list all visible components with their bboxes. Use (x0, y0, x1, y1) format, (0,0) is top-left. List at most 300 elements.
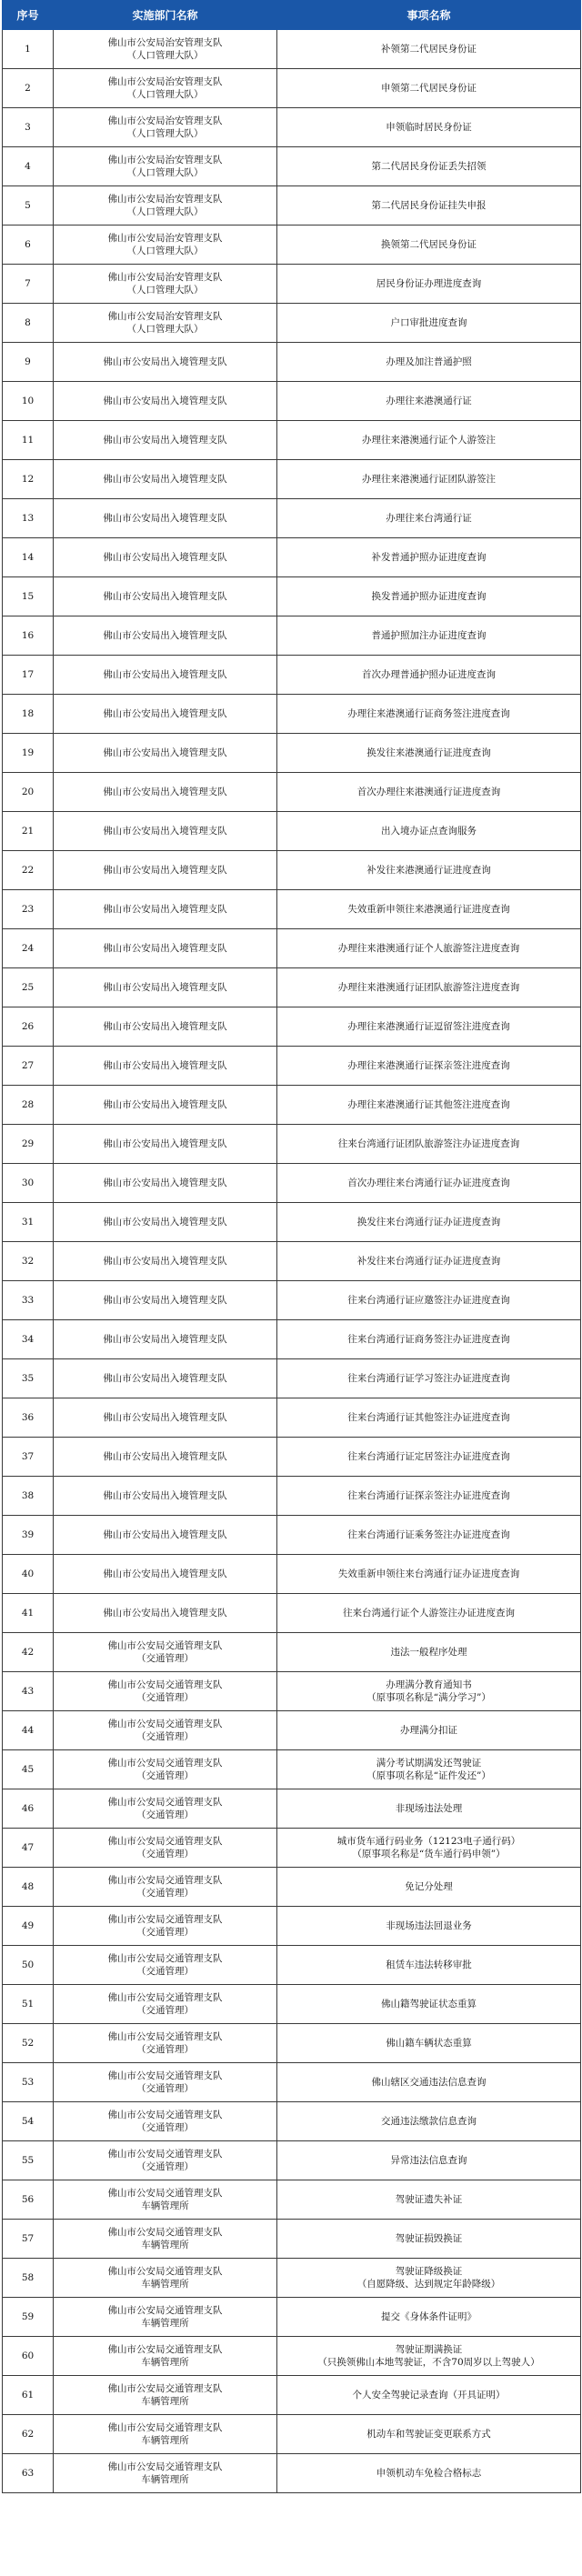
row-number: 35 (3, 1359, 54, 1398)
item-cell (277, 1047, 581, 1086)
table-row (3, 147, 581, 186)
table-row (3, 421, 581, 460)
row-number: 45 (3, 1750, 54, 1789)
row-number: 15 (3, 577, 54, 616)
row-number: 55 (3, 2141, 54, 2180)
item-cell (277, 30, 581, 69)
item-cell (277, 1398, 581, 1438)
row-number: 54 (3, 2102, 54, 2141)
row-number: 57 (3, 2220, 54, 2259)
item-cell (277, 499, 581, 538)
dept-name: （交通管理） (136, 2161, 194, 2172)
row-number: 33 (3, 1281, 54, 1320)
dept-cell (54, 147, 277, 186)
item-cell (277, 1594, 581, 1633)
row-number: 27 (3, 1047, 54, 1086)
table-body (3, 30, 581, 2493)
item-cell (277, 1477, 581, 1516)
table-row (3, 499, 581, 538)
item-cell (277, 1672, 581, 1711)
item-name: 交通违法缴款信息查询 (381, 2116, 477, 2127)
item-name: 申领第二代居民身份证 (381, 83, 477, 94)
row-number: 6 (3, 226, 54, 265)
dept-cell (54, 1750, 277, 1789)
dept-name: 车辆管理所 (141, 2474, 189, 2485)
dept-cell (54, 1320, 277, 1359)
row-number: 7 (3, 265, 54, 304)
table-row (3, 890, 581, 929)
dept-name: 车辆管理所 (141, 2240, 189, 2250)
row-number: 53 (3, 2063, 54, 2102)
item-cell (277, 1985, 581, 2024)
dept-cell (54, 812, 277, 851)
item-name: 首次办理普通护照办证进度查询 (362, 669, 496, 680)
table-row (3, 1203, 581, 1242)
dept-cell (54, 1242, 277, 1281)
dept-cell (54, 1438, 277, 1477)
item-cell (277, 538, 581, 577)
item-cell (277, 2415, 581, 2454)
row-number: 63 (3, 2454, 54, 2493)
table-row (3, 734, 581, 773)
dept-cell (54, 2454, 277, 2493)
dept-name: 佛山市公安局交通管理支队 (107, 2461, 223, 2472)
table-row (3, 460, 581, 499)
dept-name: 佛山市公安局交通管理支队 (107, 2344, 223, 2355)
item-cell (277, 147, 581, 186)
item-cell (277, 2454, 581, 2493)
item-name: 办理及加注普通护照 (386, 356, 472, 367)
dept-cell (54, 968, 277, 1007)
dept-cell (54, 2259, 277, 2298)
dept-name: 佛山市公安局交通管理支队 (107, 2110, 223, 2120)
dept-cell (54, 226, 277, 265)
item-cell (277, 2063, 581, 2102)
item-name: 换领第二代居民身份证 (381, 239, 477, 250)
dept-name: 佛山市公安局出入境管理支队 (103, 1217, 227, 1228)
dept-name: （交通管理） (136, 1966, 194, 1977)
table-row (3, 1359, 581, 1398)
dept-name: 车辆管理所 (141, 2279, 189, 2290)
item-cell (277, 616, 581, 656)
row-number: 28 (3, 1086, 54, 1125)
dept-cell (54, 304, 277, 343)
table-row (3, 1985, 581, 2024)
item-cell (277, 460, 581, 499)
item-name: 户口审批进度查询 (390, 317, 467, 328)
dept-cell (54, 773, 277, 812)
item-name: 异常违法信息查询 (390, 2155, 467, 2166)
dept-name: 佛山市公安局交通管理支队 (107, 2422, 223, 2433)
header-dept: 实施部门名称 (54, 1, 277, 30)
table-row (3, 1633, 581, 1672)
item-cell (277, 1868, 581, 1907)
item-name: 办理满分教育通知书 (386, 1679, 472, 1690)
row-number: 59 (3, 2298, 54, 2337)
item-name: 个人安全驾驶记录查询（开具证明） (352, 2390, 506, 2401)
dept-name: 佛山市公安局交通管理支队 (107, 1875, 223, 1886)
dept-cell (54, 1985, 277, 2024)
dept-name: 佛山市公安局出入境管理支队 (103, 1060, 227, 1071)
item-name: 往来台湾通行证团队旅游签注办证进度查询 (337, 1138, 520, 1149)
dept-cell (54, 460, 277, 499)
item-name: 往来台湾通行证其他签注办证进度查询 (347, 1412, 510, 1423)
table-row (3, 30, 581, 69)
dept-name: 佛山市公安局出入境管理支队 (103, 982, 227, 993)
item-cell (277, 812, 581, 851)
row-number: 11 (3, 421, 54, 460)
row-number: 21 (3, 812, 54, 851)
row-number: 22 (3, 851, 54, 890)
item-name: 往来台湾通行证定居签注办证进度查询 (347, 1451, 510, 1462)
item-name: 申领临时居民身份证 (386, 122, 472, 133)
dept-name: 佛山市公安局交通管理支队 (107, 2227, 223, 2238)
table-row (3, 1672, 581, 1711)
row-number: 8 (3, 304, 54, 343)
item-cell (277, 226, 581, 265)
table-row (3, 1398, 581, 1438)
dept-cell (54, 1359, 277, 1398)
dept-cell (54, 1516, 277, 1555)
dept-cell (54, 2337, 277, 2376)
row-number: 1 (3, 30, 54, 69)
dept-cell (54, 2102, 277, 2141)
table-row (3, 656, 581, 695)
dept-cell (54, 1007, 277, 1047)
item-name: 失效重新申领往来港澳通行证进度查询 (347, 904, 510, 915)
dept-name: 佛山市公安局出入境管理支队 (103, 1099, 227, 1110)
item-cell (277, 851, 581, 890)
dept-cell (54, 1281, 277, 1320)
row-number: 48 (3, 1868, 54, 1907)
row-number: 5 (3, 186, 54, 226)
dept-name: （人口管理大队） (126, 128, 204, 139)
dept-name: （交通管理） (136, 1770, 194, 1781)
row-number: 52 (3, 2024, 54, 2063)
row-number: 2 (3, 69, 54, 108)
dept-name: （交通管理） (136, 2083, 194, 2094)
dept-name: 佛山市公安局出入境管理支队 (103, 1021, 227, 1032)
dept-name: 佛山市公安局治安管理支队 (107, 37, 223, 48)
item-name: 办理往来港澳通行证逗留签注进度查询 (347, 1021, 510, 1032)
dept-name: 佛山市公安局出入境管理支队 (103, 826, 227, 837)
table-row (3, 2415, 581, 2454)
item-name: 首次办理往来台湾通行证办证进度查询 (347, 1178, 510, 1188)
dept-name: 佛山市公安局出入境管理支队 (103, 943, 227, 954)
dept-cell (54, 2024, 277, 2063)
item-name: 往来台湾通行证探亲签注办证进度查询 (347, 1490, 510, 1501)
item-name: 驾驶证损毁换证 (395, 2233, 463, 2244)
table-row (3, 2220, 581, 2259)
item-name: 办理往来港澳通行证其他签注进度查询 (347, 1099, 510, 1110)
dept-name: 佛山市公安局出入境管理支队 (103, 1334, 227, 1345)
row-number: 58 (3, 2259, 54, 2298)
dept-name: 佛山市公安局交通管理支队 (107, 2266, 223, 2277)
dept-name: 佛山市公安局治安管理支队 (107, 155, 223, 165)
dept-name: 车辆管理所 (141, 2200, 189, 2211)
item-name: 佛山籍驾驶证状态重算 (381, 1999, 477, 2010)
dept-cell (54, 108, 277, 147)
dept-name: 佛山市公安局治安管理支队 (107, 115, 223, 126)
dept-cell (54, 1203, 277, 1242)
table-row (3, 2454, 581, 2493)
dept-name: 佛山市公安局交通管理支队 (107, 2383, 223, 2394)
table-row (3, 226, 581, 265)
item-name: 首次办理往来港澳通行证进度查询 (356, 787, 501, 797)
item-cell (277, 1007, 581, 1047)
item-name: 换发普通护照办证进度查询 (371, 591, 487, 602)
item-cell (277, 1750, 581, 1789)
dept-cell (54, 1555, 277, 1594)
dept-name: 佛山市公安局出入境管理支队 (103, 356, 227, 367)
dept-cell (54, 69, 277, 108)
row-number: 50 (3, 1946, 54, 1985)
dept-name: 佛山市公安局交通管理支队 (107, 2031, 223, 2042)
row-number: 42 (3, 1633, 54, 1672)
dept-cell (54, 1907, 277, 1946)
item-name: 提交《身体条件证明》 (381, 2311, 477, 2322)
table-row (3, 2141, 581, 2180)
dept-name: 佛山市公安局治安管理支队 (107, 311, 223, 322)
row-number: 36 (3, 1398, 54, 1438)
item-cell (277, 1320, 581, 1359)
dept-name: 佛山市公安局出入境管理支队 (103, 1412, 227, 1423)
dept-name: 佛山市公安局出入境管理支队 (103, 669, 227, 680)
table-row (3, 1125, 581, 1164)
item-name: 办理往来港澳通行证 (386, 396, 472, 406)
dept-cell (54, 1398, 277, 1438)
row-number: 16 (3, 616, 54, 656)
dept-name: 佛山市公安局出入境管理支队 (103, 630, 227, 641)
table-row (3, 616, 581, 656)
header-no: 序号 (3, 1, 54, 30)
item-cell (277, 69, 581, 108)
dept-name: （人口管理大队） (126, 50, 204, 61)
row-number: 20 (3, 773, 54, 812)
table-row (3, 2337, 581, 2376)
table-row (3, 2024, 581, 2063)
item-name: 办理往来港澳通行证个人游签注 (362, 435, 496, 446)
dept-name: 佛山市公安局交通管理支队 (107, 2070, 223, 2081)
item-cell (277, 1281, 581, 1320)
item-name: 租赁车违法转移审批 (386, 1960, 472, 1970)
dept-name: （交通管理） (136, 1692, 194, 1703)
dept-cell (54, 1633, 277, 1672)
dept-cell (54, 929, 277, 968)
dept-name: 佛山市公安局交通管理支队 (107, 1797, 223, 1808)
row-number: 19 (3, 734, 54, 773)
item-name: 办理往来港澳通行证商务签注进度查询 (347, 708, 510, 719)
item-cell (277, 2141, 581, 2180)
item-name: 换发往来港澳通行证进度查询 (366, 747, 491, 758)
dept-name: 佛山市公安局出入境管理支队 (103, 513, 227, 524)
dept-name: 佛山市公安局出入境管理支队 (103, 396, 227, 406)
table-row (3, 1281, 581, 1320)
item-cell (277, 1907, 581, 1946)
row-number: 3 (3, 108, 54, 147)
item-cell (277, 1242, 581, 1281)
dept-cell (54, 1868, 277, 1907)
dept-name: 佛山市公安局出入境管理支队 (103, 904, 227, 915)
item-name: 城市货车通行码业务（12123电子通行码） (336, 1836, 521, 1847)
row-number: 51 (3, 1985, 54, 2024)
table-row (3, 1477, 581, 1516)
dept-name: 佛山市公安局出入境管理支队 (103, 1451, 227, 1462)
row-number: 37 (3, 1438, 54, 1477)
dept-name: 车辆管理所 (141, 2357, 189, 2368)
row-number: 43 (3, 1672, 54, 1711)
dept-name: （人口管理大队） (126, 285, 204, 296)
item-name: （原事项名称是“货车通行码申领”） (352, 1849, 506, 1859)
table-row (3, 773, 581, 812)
item-cell (277, 343, 581, 382)
item-name: （原事项名称是“证件发还”） (366, 1770, 491, 1781)
row-number: 4 (3, 147, 54, 186)
item-cell (277, 1359, 581, 1398)
table-row (3, 695, 581, 734)
table-row (3, 2102, 581, 2141)
item-cell (277, 656, 581, 695)
dept-name: （交通管理） (136, 1653, 194, 1664)
dept-cell (54, 695, 277, 734)
item-cell (277, 1438, 581, 1477)
item-name: （自愿降级、达到规定年龄降级） (356, 2279, 501, 2290)
dept-name: 佛山市公安局治安管理支队 (107, 194, 223, 205)
row-number: 49 (3, 1907, 54, 1946)
dept-cell (54, 2220, 277, 2259)
dept-cell (54, 343, 277, 382)
dept-cell (54, 1829, 277, 1868)
dept-name: （交通管理） (136, 1809, 194, 1820)
dept-name: 佛山市公安局出入境管理支队 (103, 787, 227, 797)
row-number: 10 (3, 382, 54, 421)
item-name: 申领机动车免检合格标志 (376, 2468, 482, 2479)
item-cell (277, 1086, 581, 1125)
dept-name: 佛山市公安局出入境管理支队 (103, 474, 227, 485)
item-cell (277, 1125, 581, 1164)
item-cell (277, 304, 581, 343)
dept-cell (54, 734, 277, 773)
row-number: 39 (3, 1516, 54, 1555)
dept-name: 车辆管理所 (141, 2396, 189, 2407)
table-row (3, 1829, 581, 1868)
dept-name: （人口管理大队） (126, 246, 204, 256)
dept-name: 佛山市公安局交通管理支队 (107, 2149, 223, 2160)
item-cell (277, 968, 581, 1007)
row-number: 9 (3, 343, 54, 382)
row-number: 13 (3, 499, 54, 538)
item-name: 换发往来台湾通行证办证进度查询 (356, 1217, 501, 1228)
dept-cell (54, 1789, 277, 1829)
item-name: 违法一般程序处理 (390, 1647, 467, 1658)
table-row (3, 851, 581, 890)
row-number: 14 (3, 538, 54, 577)
dept-name: 佛山市公安局出入境管理支队 (103, 1138, 227, 1149)
item-cell (277, 2259, 581, 2298)
item-cell (277, 2220, 581, 2259)
table-row (3, 2063, 581, 2102)
table-row (3, 1047, 581, 1086)
row-number: 60 (3, 2337, 54, 2376)
item-name: 办理往来港澳通行证团队游签注 (362, 474, 496, 485)
item-name: 补发往来台湾通行证办证进度查询 (356, 1256, 501, 1267)
row-number: 44 (3, 1711, 54, 1750)
item-name: 机动车和驾驶证变更联系方式 (366, 2429, 491, 2440)
dept-name: 佛山市公安局交通管理支队 (107, 1836, 223, 1847)
item-name: 佛山辖区交通违法信息查询 (371, 2077, 487, 2088)
row-number: 41 (3, 1594, 54, 1633)
item-name: 普通护照加注办证进度查询 (371, 630, 487, 641)
dept-name: （人口管理大队） (126, 206, 204, 217)
dept-name: 车辆管理所 (141, 2318, 189, 2329)
table-row (3, 2259, 581, 2298)
item-name: 往来台湾通行证乘务签注办证进度查询 (347, 1529, 510, 1540)
dept-cell (54, 577, 277, 616)
header-row (3, 1, 581, 30)
row-number: 25 (3, 968, 54, 1007)
table-row (3, 1750, 581, 1789)
dept-name: 佛山市公安局交通管理支队 (107, 2305, 223, 2316)
table-row (3, 304, 581, 343)
item-name: 第二代居民身份证丢失招领 (371, 161, 487, 172)
dept-cell (54, 616, 277, 656)
dept-name: 佛山市公安局交通管理支队 (107, 1914, 223, 1925)
dept-name: 佛山市公安局治安管理支队 (107, 233, 223, 244)
table-row (3, 69, 581, 108)
dept-name: 佛山市公安局治安管理支队 (107, 76, 223, 87)
row-number: 17 (3, 656, 54, 695)
item-name: 往来台湾通行证应邀签注办证进度查询 (347, 1295, 510, 1306)
item-cell (277, 695, 581, 734)
dept-cell (54, 421, 277, 460)
table-row (3, 343, 581, 382)
row-number: 34 (3, 1320, 54, 1359)
dept-name: （交通管理） (136, 1927, 194, 1938)
table-row (3, 1594, 581, 1633)
table-row (3, 538, 581, 577)
item-name: 办理往来港澳通行证个人旅游签注进度查询 (337, 943, 520, 954)
dept-name: 佛山市公安局出入境管理支队 (103, 1256, 227, 1267)
dept-name: （交通管理） (136, 2122, 194, 2133)
item-name: 满分考试期满发还驾驶证 (376, 1758, 482, 1769)
item-name: （只换领佛山本地驾驶证，不含70周岁以上驾驶人） (317, 2357, 540, 2368)
dept-cell (54, 1047, 277, 1086)
item-name: 第二代居民身份证挂失申报 (371, 200, 487, 211)
row-number: 40 (3, 1555, 54, 1594)
table-row (3, 2298, 581, 2337)
dept-cell (54, 30, 277, 69)
item-cell (277, 2337, 581, 2376)
row-number: 62 (3, 2415, 54, 2454)
dept-name: 佛山市公安局交通管理支队 (107, 1640, 223, 1651)
item-cell (277, 1555, 581, 1594)
dept-cell (54, 2376, 277, 2415)
dept-cell (54, 2141, 277, 2180)
dept-cell (54, 1164, 277, 1203)
table-row (3, 1086, 581, 1125)
row-number: 26 (3, 1007, 54, 1047)
table-row (3, 1789, 581, 1829)
item-cell (277, 382, 581, 421)
dept-name: 佛山市公安局出入境管理支队 (103, 1178, 227, 1188)
dept-cell (54, 1711, 277, 1750)
table-row (3, 577, 581, 616)
item-name: 办理往来台湾通行证 (386, 513, 472, 524)
table-header (3, 1, 581, 30)
dept-name: 佛山市公安局交通管理支队 (107, 1758, 223, 1769)
item-cell (277, 2180, 581, 2220)
item-name: 办理满分扣证 (400, 1725, 457, 1736)
